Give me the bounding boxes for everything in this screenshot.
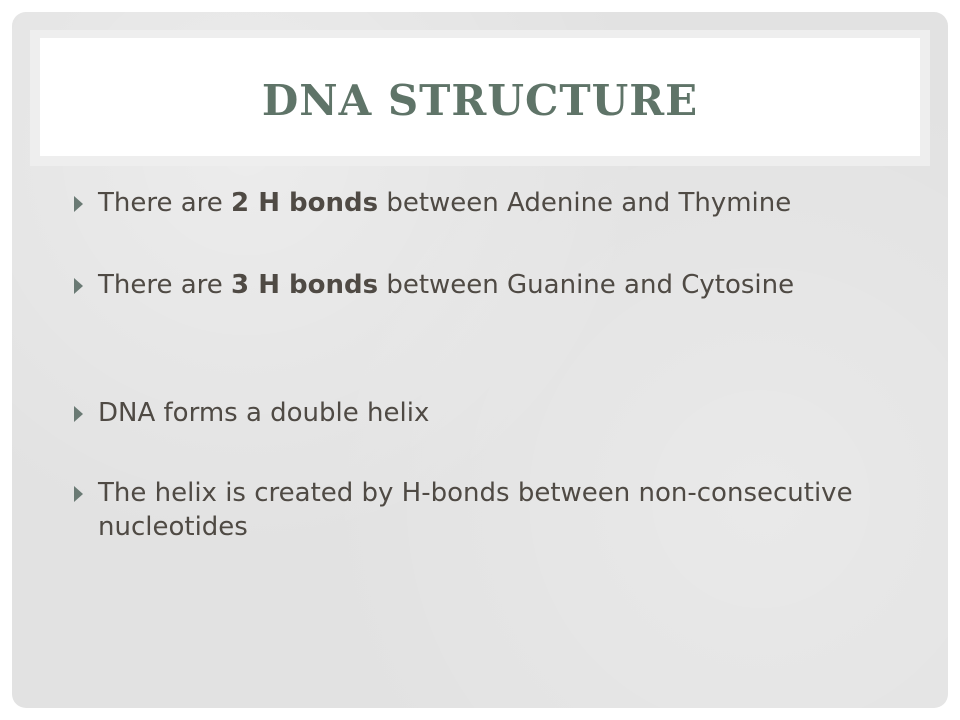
bullet-text-pre: There are: [98, 270, 232, 300]
bullet-text-post: between Guanine and Cytosine: [378, 270, 795, 300]
bullet-text-bold: 3 H bonds: [231, 270, 379, 300]
bullet-text-post: between Adenine and Thymine: [378, 188, 792, 218]
bullet-text-bold: 2 H bonds: [231, 188, 379, 218]
bullet-item: [68, 186, 858, 220]
slide-title: DNA STRUCTURE: [261, 75, 699, 125]
title-box: [40, 38, 920, 156]
bullet-item: [68, 476, 858, 544]
bullet-text: DNA forms a double helix: [98, 398, 430, 428]
triangle-right-icon: [74, 278, 83, 294]
bullet-item: [68, 268, 858, 302]
slide: [12, 12, 948, 708]
title-frame: [30, 30, 930, 166]
bullet-text-pre: There are: [98, 188, 232, 218]
bullet-item: [68, 396, 858, 430]
triangle-right-icon: [74, 196, 83, 212]
triangle-right-icon: [74, 406, 83, 422]
triangle-right-icon: [74, 486, 83, 502]
bullet-list: [68, 186, 858, 544]
bullet-text: The helix is created by H-bonds between non-consecutive nucleotides: [98, 478, 853, 542]
